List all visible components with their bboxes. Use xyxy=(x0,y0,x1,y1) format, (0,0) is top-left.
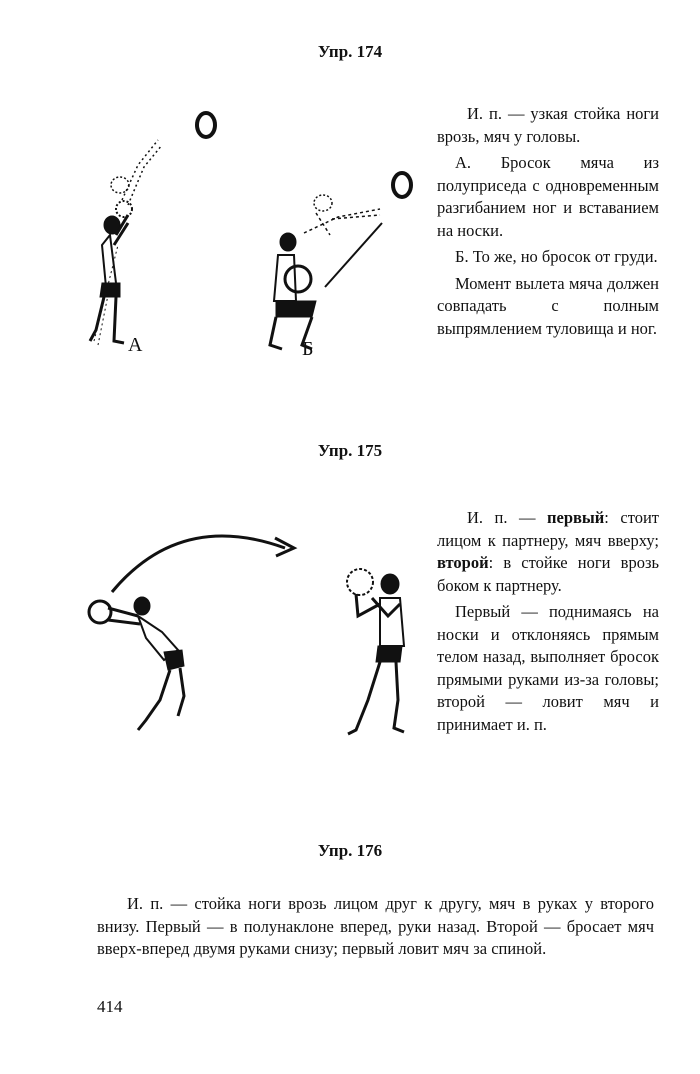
figure-label-b: Б xyxy=(302,338,314,360)
exercise-175-drawing xyxy=(80,520,430,770)
p1-tail: : в стойке ноги врозь боком к партнеру. xyxy=(437,553,659,595)
exercise-175-title: Упр. 175 xyxy=(317,441,383,460)
exercise-176-paragraph: И. п. — стойка ноги врозь лицом друг к другу, мяч в руках у второго внизу. Первый — в полунаклоне вперед, руки назад. Второй — бросает мяч вверх-вперед двумя руками снизу; первый ловит мяч за спиной. xyxy=(97,894,654,958)
exercise-176-title: Упр. 176 xyxy=(317,841,383,860)
trajectory-b xyxy=(325,223,382,287)
exercise-175-paragraph-1 xyxy=(437,507,659,597)
exercise-175-illustration xyxy=(80,520,430,770)
athlete-first xyxy=(89,597,184,730)
figure-label-a: А xyxy=(128,334,143,356)
p1-lead: И. п. — xyxy=(467,508,547,527)
trajectory-a-2 xyxy=(128,145,162,205)
exercise-174-paragraph-4: Момент вылета мяча должен совпадать с полным выпрямлением туловища и ног. xyxy=(437,273,659,338)
exercise-176-text xyxy=(97,893,654,965)
p1-mid: : стоит лицом к партнеру, мяч вверху; xyxy=(437,508,659,550)
athlete-second xyxy=(348,574,404,734)
exercise-174-text xyxy=(437,103,659,344)
ball-a-flight xyxy=(197,113,215,137)
athlete-a xyxy=(90,177,132,345)
trajectory-a xyxy=(122,140,158,200)
ball-caught xyxy=(347,569,373,595)
exercise-174-title: Упр. 174 xyxy=(317,42,383,61)
page-number: 414 xyxy=(97,997,123,1016)
exercise-174-paragraph-3: Б. То же, но бросок от груди. xyxy=(455,247,658,266)
exercise-174-drawing xyxy=(80,105,430,360)
exercise-174-paragraph-2: А. Бросок мяча из полуприседа с одновременным разгибанием ног и вставанием на носки. xyxy=(437,153,659,240)
ball-flight-arc xyxy=(112,536,285,592)
exercise-175-text xyxy=(437,507,659,740)
athlete-b xyxy=(270,195,380,349)
p1-second-bold: второй xyxy=(437,553,489,572)
p1-first-bold: первый xyxy=(546,508,605,527)
exercise-174-paragraph-1: И. п. — узкая стойка ноги врозь, мяч у головы. xyxy=(437,104,659,146)
ball-b-flight xyxy=(393,173,411,197)
trajectory-b-dots xyxy=(304,209,380,233)
exercise-174-illustration xyxy=(80,105,430,360)
exercise-175-paragraph-2: Первый — поднимаясь на носки и отклоняясь прямым телом назад, выполняет бросок прямыми руками из-за головы; второй — ловит мяч и принимает и. п. xyxy=(437,602,659,734)
